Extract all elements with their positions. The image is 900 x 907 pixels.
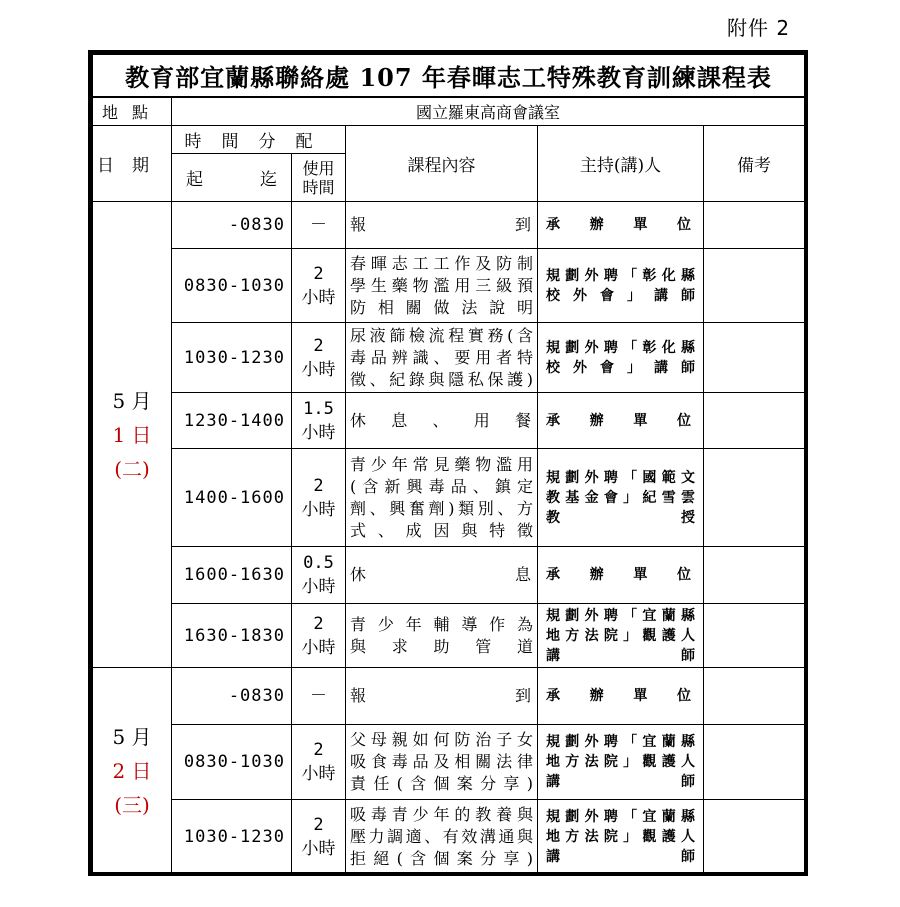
page-title: 教育部宜蘭縣聯絡處 107 年春暉志工特殊教育訓練課程表 (93, 55, 805, 97)
host-line: 校外會」講師 (546, 287, 695, 304)
date-weekday: (二) (114, 456, 150, 481)
host-line: 地方法院」觀護人 (546, 829, 695, 845)
host-cell (538, 547, 704, 604)
start-end-header (172, 154, 292, 202)
time-allocation-header: 時間分配 (172, 126, 346, 154)
host-cell (538, 393, 704, 449)
host-cell (538, 323, 704, 393)
host-line: 承 辦 單 位 (546, 567, 695, 583)
course-header: 課程內容 (346, 126, 538, 202)
host-line: 規劃外聘「彰化縣 (546, 339, 695, 356)
date-month: 5 月 (112, 388, 152, 413)
course-content (346, 725, 538, 800)
use-time-line2: 時間 (302, 177, 335, 197)
host-line: 講師 (546, 849, 695, 865)
course-line: 毒品辨識、要用者特 (350, 347, 533, 367)
course-line: 學生藥物濫用三級預 (350, 275, 533, 295)
table-row (93, 547, 805, 604)
duration-cell (292, 249, 346, 323)
duration-line: 小時 (301, 577, 336, 597)
host-line: 校外會」講師 (546, 359, 695, 376)
table-row (93, 393, 805, 449)
duration-line: 小時 (301, 359, 336, 380)
table-row (93, 202, 805, 249)
course-line: 休息、用餐 (350, 410, 533, 430)
course-line: 春暉志工工作及防制 (350, 253, 533, 273)
course-line: 劑、興奮劑)類別、方 (350, 498, 533, 518)
course-line: 壓力調適、有效溝通與 (350, 827, 533, 846)
table-row (93, 249, 805, 323)
course-line: 防相關做法說明 (350, 297, 533, 317)
course-line: 報 到 (350, 215, 533, 234)
duration-line: 2 (313, 740, 324, 760)
host-cell (538, 449, 704, 547)
date-header: 日期 (93, 126, 172, 202)
course-content (346, 393, 538, 449)
host-line: 規劃外聘「宜蘭縣 (546, 734, 695, 750)
note-cell (704, 449, 805, 547)
host-line: 講師 (546, 647, 695, 664)
duration-line: 小時 (301, 287, 336, 308)
host-line: 規劃外聘「彰化縣 (546, 267, 695, 284)
host-line: 教授 (546, 509, 695, 526)
host-cell (538, 202, 704, 249)
host-line: 規劃外聘「宜蘭縣 (546, 607, 695, 624)
course-line: 式、成因與特徵 (350, 520, 533, 540)
duration-line: 小時 (301, 839, 336, 859)
course-line: 青少年常見藥物濫用 (350, 454, 533, 474)
duration-line: 小時 (301, 422, 336, 443)
table-row (93, 449, 805, 547)
course-line: (含新興毒品、鎮定 (350, 476, 533, 496)
note-cell (704, 393, 805, 449)
time-range: 1600-1630 (172, 547, 292, 604)
host-line: 教基金會」紀雪雲 (546, 489, 695, 506)
course-content (346, 323, 538, 393)
note-cell (704, 604, 805, 668)
course-content (346, 800, 538, 875)
course-line: 尿液篩檢流程實務(含 (350, 325, 533, 345)
time-range: 0830-1030 (172, 249, 292, 323)
note-cell (704, 547, 805, 604)
duration-cell (292, 323, 346, 393)
host-line: 地方法院」觀護人 (546, 627, 695, 644)
duration-cell (292, 547, 346, 604)
course-line: 與求助管道 (350, 636, 533, 656)
time-range: 1630-1830 (172, 604, 292, 668)
course-content (346, 249, 538, 323)
time-range: 0830-1030 (172, 725, 292, 800)
duration-cell (292, 202, 346, 249)
note-header: 備考 (704, 126, 805, 202)
time-range: -0830 (172, 668, 292, 725)
duration-line: 2 (313, 263, 324, 284)
duration-line: 小時 (301, 499, 336, 520)
note-cell (704, 725, 805, 800)
course-line: 休 息 (350, 565, 533, 584)
duration-cell (292, 393, 346, 449)
start-label: 起 (186, 170, 203, 190)
attachment-label: 附件 2 (727, 16, 791, 40)
time-range: 1030-1230 (172, 323, 292, 393)
course-content (346, 547, 538, 604)
duration-line: － (310, 686, 327, 706)
duration-line: 2 (313, 335, 324, 356)
date-month: 5 月 (112, 725, 152, 749)
course-line: 青少年輔導作為 (350, 614, 533, 634)
duration-line: 小時 (301, 637, 336, 658)
host-line: 地方法院」觀護人 (546, 754, 695, 770)
date-cell (93, 668, 172, 875)
duration-cell (292, 800, 346, 875)
host-cell (538, 725, 704, 800)
note-cell (704, 202, 805, 249)
duration-line: 2 (313, 815, 324, 835)
course-line: 徵、紀錄與隱私保護) (350, 369, 533, 389)
use-time-header (292, 154, 346, 202)
table-row (93, 668, 805, 725)
time-range: 1030-1230 (172, 800, 292, 875)
location-label: 地點 (93, 97, 172, 126)
date-cell (93, 202, 172, 668)
duration-line: 2 (313, 475, 324, 496)
schedule-table (92, 54, 805, 875)
host-line: 承 辦 單 位 (546, 412, 695, 429)
host-cell (538, 604, 704, 668)
host-cell (538, 249, 704, 323)
table-row (93, 725, 805, 800)
table-row (93, 323, 805, 393)
date-weekday: (三) (114, 793, 150, 817)
location-value: 國立羅東高商會議室 (172, 97, 805, 126)
date-day: 2 日 (112, 759, 152, 783)
host-cell (538, 800, 704, 875)
host-line: 講師 (546, 774, 695, 790)
duration-line: － (310, 215, 327, 235)
time-range: -0830 (172, 202, 292, 249)
course-line: 責任(含個案分享) (350, 774, 533, 793)
use-time-line1: 使用 (302, 158, 335, 178)
host-line: 承 辦 單 位 (546, 217, 695, 233)
host-line: 規劃外聘「宜蘭縣 (546, 809, 695, 825)
duration-line: 2 (313, 613, 324, 634)
host-line: 承 辦 單 位 (546, 688, 695, 704)
duration-line: 0.5 (303, 553, 334, 573)
host-header: 主持(講)人 (538, 126, 704, 202)
note-cell (704, 668, 805, 725)
duration-line: 小時 (301, 764, 336, 784)
course-line: 報 到 (350, 686, 533, 705)
note-cell (704, 323, 805, 393)
note-cell (704, 249, 805, 323)
note-cell (704, 800, 805, 875)
course-content (346, 449, 538, 547)
duration-line: 1.5 (303, 398, 334, 419)
end-label: 迄 (260, 170, 277, 190)
course-line: 吸食毒品及相關法律 (350, 752, 533, 771)
time-range: 1400-1600 (172, 449, 292, 547)
duration-cell (292, 604, 346, 668)
host-line: 規劃外聘「國範文 (546, 469, 695, 486)
course-content (346, 604, 538, 668)
duration-cell (292, 449, 346, 547)
course-line: 父母親如何防治子女 (350, 730, 533, 749)
table-row (93, 604, 805, 668)
course-content (346, 668, 538, 725)
date-day: 1 日 (112, 422, 152, 447)
host-cell (538, 668, 704, 725)
duration-cell (292, 668, 346, 725)
table-row (93, 800, 805, 875)
duration-cell (292, 725, 346, 800)
course-line: 吸毒青少年的教養與 (350, 805, 533, 824)
time-range: 1230-1400 (172, 393, 292, 449)
course-line: 拒絕(含個案分享) (350, 849, 533, 868)
course-content (346, 202, 538, 249)
